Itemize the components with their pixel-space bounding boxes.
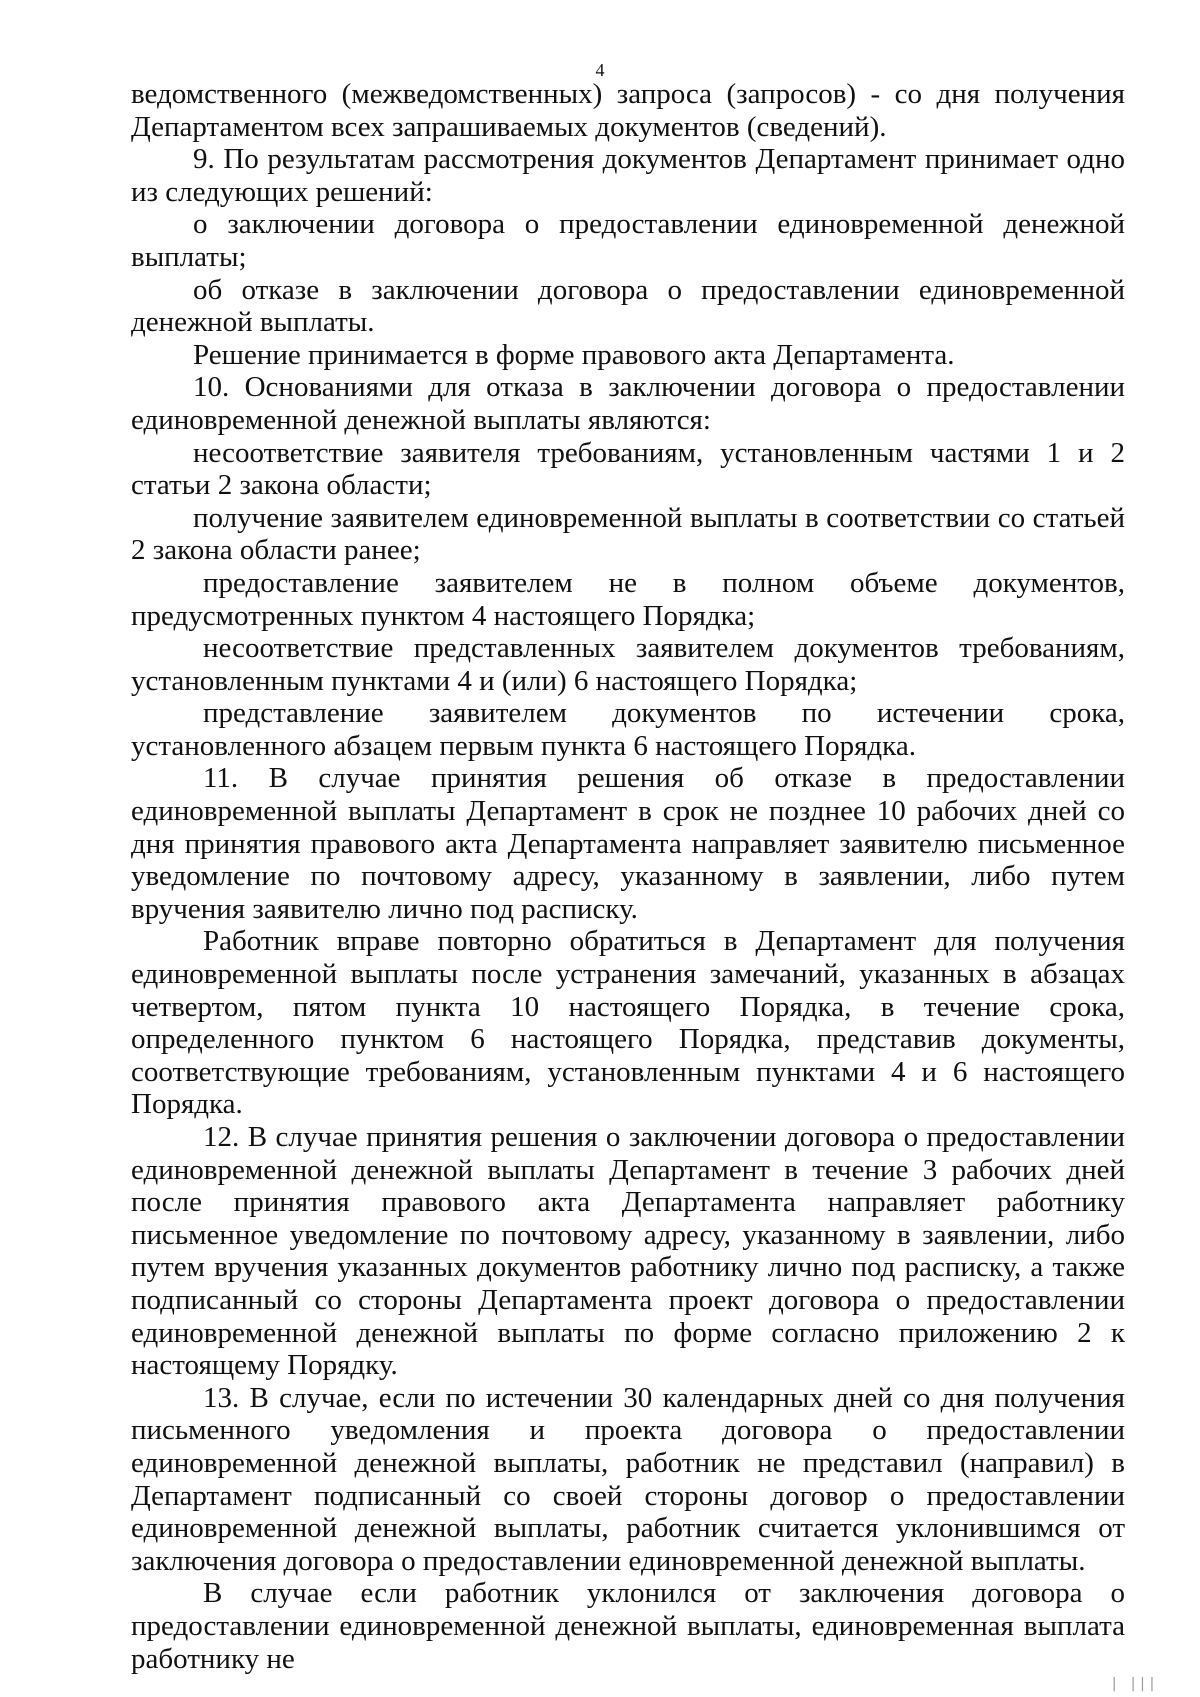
paragraph-ground-2: получение заявителем единовременной выплаты в соответствии со статьей 2 закона области ранее; [131,501,1125,567]
paragraph-item-12: 12. В случае принятия решения о заключении договора о предоставлении единовременной денежной выплаты Департамент в течение 3 рабочих дней после принятия правового акта Департамента направляет работнику письменное уведомление по почтовому адресу, указанному в заявлении, либо путем вручения указанных документов работнику лично под расписку, а также подписанный со стороны Департамента проект договора о предоставлении единовременной денежной выплаты по форме согласно приложению 2 к настоящему Порядку. [131,1121,1125,1382]
paragraph-item-9: 9. По результатам рассмотрения документов Департамент принимает одно из следующих решений: [131,143,1125,208]
paragraph-item-11: 11. В случае принятия решения об отказе в предоставлении единовременной выплаты Департамент в срок не позднее 10 рабочих дней со дня принятия правового акта Департамента направляет заявителю письменное уведомление по почтовому адресу, указанному в заявлении, либо путем вручения заявителю лично под расписку. [131,762,1125,925]
page-number: 4 [595,60,605,80]
paragraph-ground-4: несоответствие представленных заявителем документов требованиям, установленным пунктами 4 и (или) 6 настоящего Порядка; [131,632,1125,697]
paragraph-ground-3: предоставление заявителем не в полном объеме документов, предусмотренных пунктом 4 настоящего Порядка; [131,566,1125,632]
paragraph-ground-1: несоответствие заявителя требованиям, установленным частями 1 и 2 статьи 2 закона области; [131,436,1125,502]
paragraph-reapply: Работник вправе повторно обратиться в Департамент для получения единовременной выплаты после устранения замечаний, указанных в абзацах четвертом, пятом пункта 10 настоящего Порядка, в течение срока, определенного пунктом 6 настоящего Порядка, представив документы, соответствующие требованиям, установленным пунктами 4 и 6 настоящего Порядка. [131,925,1125,1121]
paragraph-item-10: 10. Основаниями для отказа в заключении договора о предоставлении единовременной денежной выплаты являются: [131,371,1125,436]
paragraph-continuation: ведомственного (межведомственных) запроса (запросов) - со дня получения Департаментом всех запрашиваемых документов (сведений). [131,78,1125,143]
document-body [131,78,1125,1675]
scan-edge-mark: | ||| [1110,1676,1158,1692]
paragraph-item-13: 13. В случае, если по истечении 30 календарных дней со дня получения письменного уведомления и проекта договора о предоставлении единовременной денежной выплаты, работник не представил (направил) в Департамент подписанный со своей стороны договор о предоставлении единовременной денежной выплаты, работник считается уклонившимся от заключения договора о предоставлении единовременной денежной выплаты. [131,1381,1125,1577]
paragraph-decision-form: Решение принимается в форме правового акта Департамента. [193,338,955,371]
paragraph-evasion: В случае если работник уклонился от заключения договора о предоставлении единовременной денежной выплаты, единовременная выплата работнику не [131,1577,1125,1675]
paragraph-decision-conclude: о заключении договора о предоставлении единовременной денежной выплаты; [131,208,1125,273]
paragraph-decision-refuse: об отказе в заключении договора о предоставлении единовременной денежной выплаты. [131,273,1125,339]
paragraph-ground-5: представление заявителем документов по истечении срока, установленного абзацем первым пункта 6 настоящего Порядка. [131,697,1125,762]
